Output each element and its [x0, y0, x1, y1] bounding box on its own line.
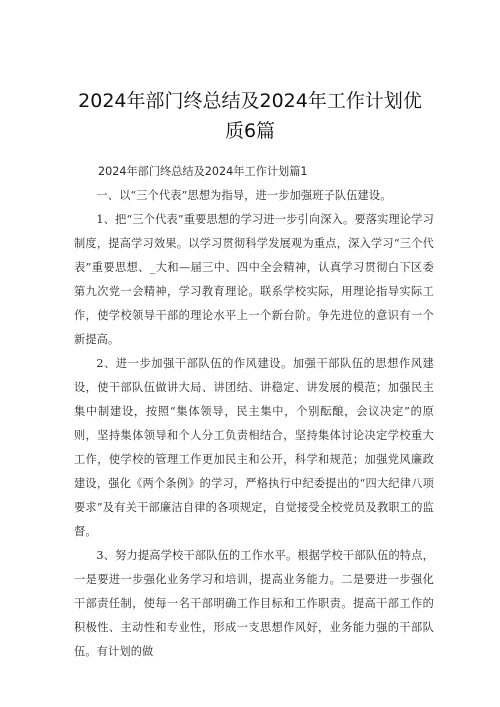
document-body — [74, 160, 434, 664]
title-line-1: 2024年部门终总结及2024年工作计划优 — [78, 90, 422, 112]
paragraph-3: 2、进一步加强干部队伍的作风建设。加强干部队伍的思想作风建设，使干部队伍做讲大局、讲团结、讲稳定、讲发展的模范；加强民主集中制建设，按照“集体领导，民主集中，个别酝酿，会议决定”的原则，坚持集体领导和个人分工负责相结合，坚持集体讨论决定学校重大工作，使学校的管理工作更加民主和公开，科学和规范；加强党风廉政建设，强化《两个条例》的学习，严格执行中纪委提出的“四大纪律八项要求”及有关干部廉洁自律的各项规定，自觉接受全校党员及教职工的监督。 — [74, 357, 434, 538]
title-line-2: 质6篇 — [224, 120, 276, 142]
section-subtitle: 2024年部门终总结及2024年工作计划篇1 — [98, 165, 308, 178]
paragraph-4: 3、努力提高学校干部队伍的工作水平。根据学校干部队伍的特点，一是要进一步强化业务学习和培训，提高业务能力。二是要进一步强化干部责任制，使每一名干部明确工作目标和工作职责。提高干部工作的积极性、主动性和专业性，形成一支思想作风好，业务能力强的干部队伍。有计划的做 — [74, 549, 434, 658]
document-title — [60, 86, 440, 146]
paragraph-1: 一、以“三个代表”思想为指导，进一步加强班子队伍建设。 — [96, 189, 392, 202]
paragraph-2: 1、把“三个代表”重要思想的学习进一步引向深入。要落实理论学习制度，提高学习效果。以学习贯彻科学发展观为重点，深入学习“三个代表”重要思想、_大和—届三中、四中全会精神，认真学习贯彻白下区委第九次党一会精神，学习教育理论。联系学校实际，用理论指导实际工作，使学校领导干部的理论水平上一个新台阶。争先进位的意识有一个新提高。 — [74, 213, 434, 346]
